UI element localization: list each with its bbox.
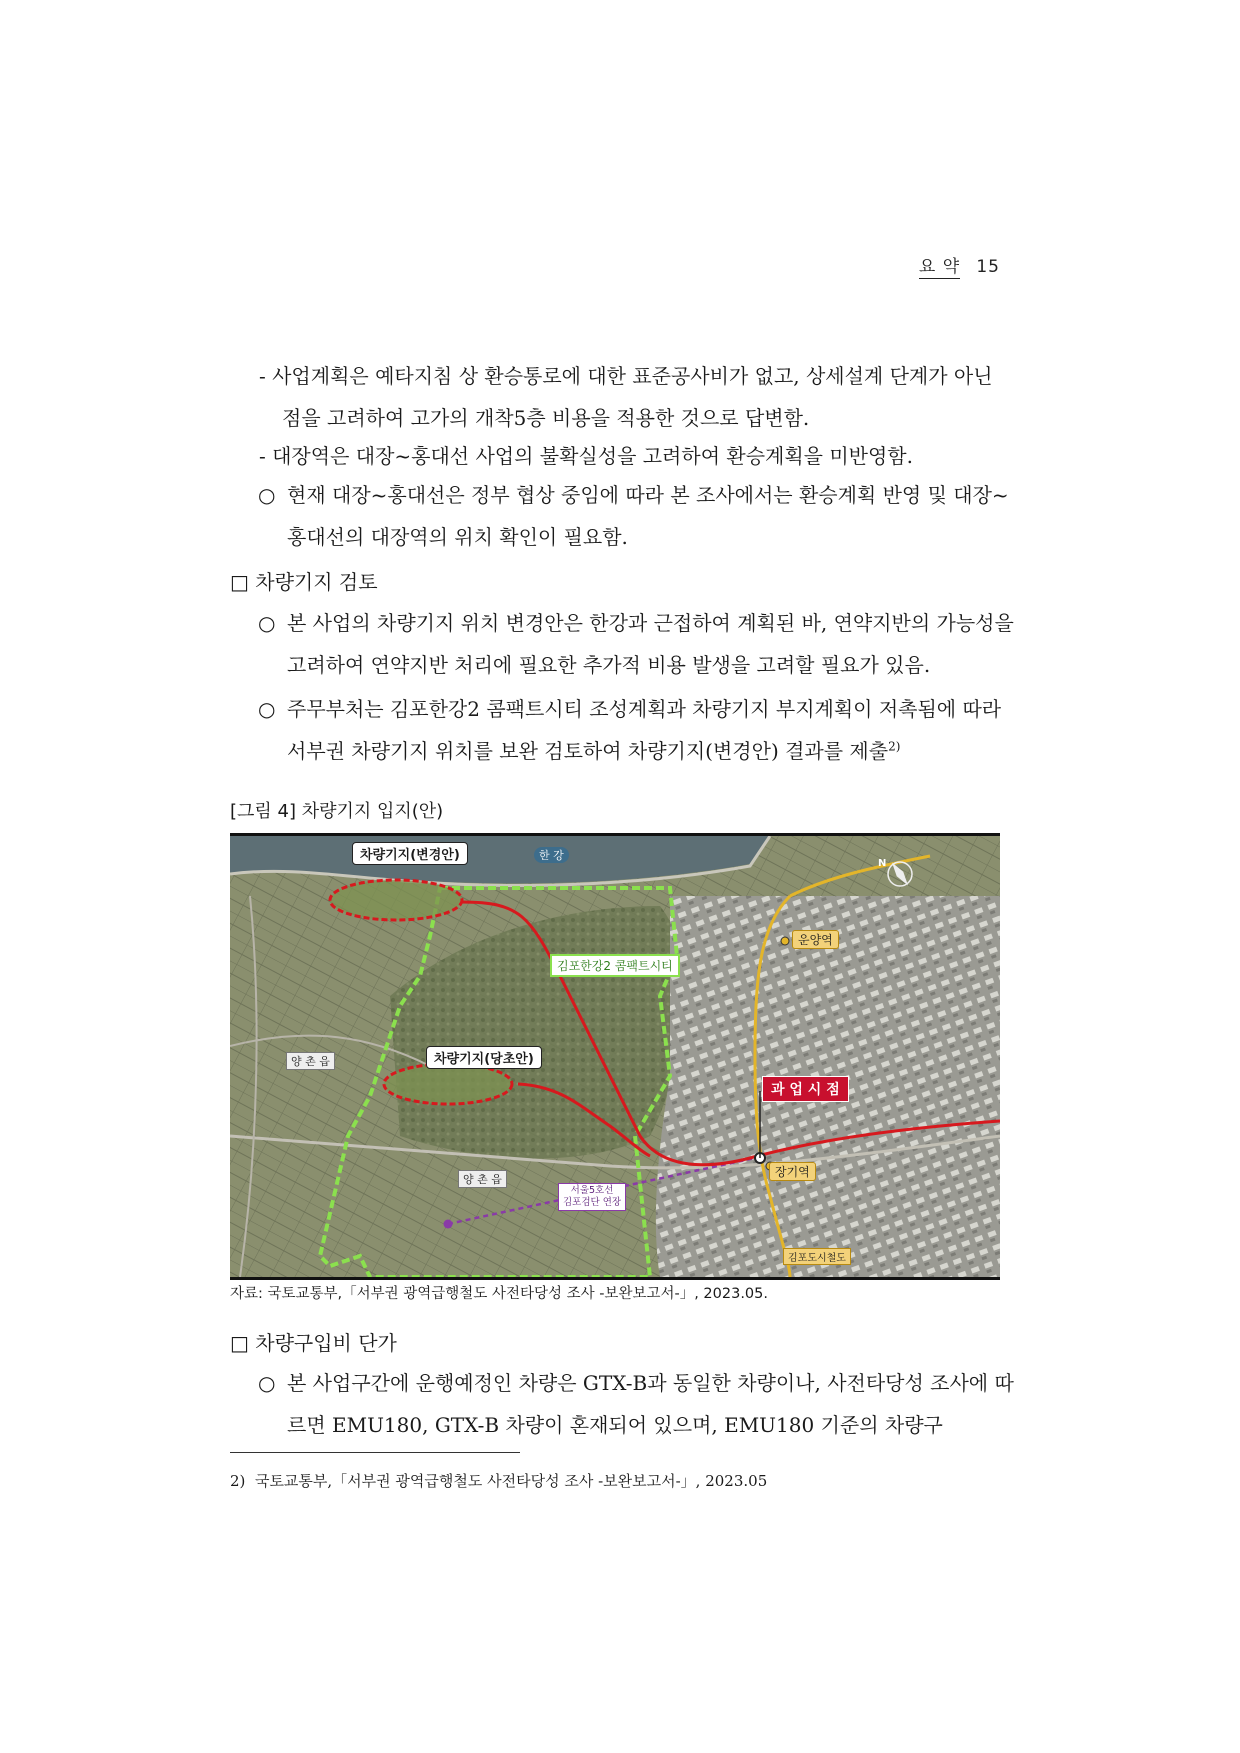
footnote-number: 2) bbox=[230, 1472, 246, 1490]
depot-changed-area bbox=[330, 880, 462, 920]
label-unyang-station: 운양역 bbox=[792, 930, 839, 949]
bullet-mark: ○ bbox=[258, 1371, 276, 1395]
label-yangchon-1: 양 촌 읍 bbox=[286, 1052, 335, 1070]
bullet-paragraph-4 bbox=[258, 602, 1015, 686]
bullet-text: 본 사업구간에 운행예정인 차량은 GTX-B과 동일한 차량이나, 사전타당성 조사에 따르면 EMU180, GTX-B 차량이 혼재되어 있으며, EMU180 기준의 차량구 bbox=[287, 1371, 1014, 1437]
label-seoul5-line1: 서울5호선 bbox=[570, 1185, 614, 1196]
page-number: 15 bbox=[976, 257, 1000, 277]
label-depot-original: 차량기지(당초안) bbox=[426, 1046, 542, 1069]
bullet-text-body: 주무부처는 김포한강2 콤팩트시티 조성계획과 차량기지 부지계획이 저촉됨에 따라 서부권 차량기지 위치를 보완 검토하여 차량기지(변경안) 결과를 제출 bbox=[287, 697, 1002, 763]
figure-source: 자료: 국토교통부,「서부권 광역급행철도 사전타당성 조사 -보완보고서-」, 2023.05. bbox=[230, 1286, 768, 1302]
label-start-point: 과 업 시 점 bbox=[762, 1076, 849, 1102]
bullet-text: 현재 대장~홍대선은 정부 협상 중임에 따라 본 조사에서는 환승계획 반영 및 대장~홍대선의 대장역의 위치 확인이 필요함. bbox=[287, 483, 1009, 549]
bullet-mark: ○ bbox=[258, 611, 276, 635]
body-paragraph-1: - 사업계획은 예타지침 상 환승통로에 대한 표준공사비가 없고, 상세설계 단계가 아닌 점을 고려하여 고가의 개착5층 비용을 적용한 것으로 답변함. bbox=[259, 364, 993, 430]
page-header bbox=[0, 252, 1000, 277]
label-compact-city: 김포한강2 콤팩트시티 bbox=[550, 954, 680, 977]
bullet-mark: ○ bbox=[258, 697, 276, 721]
bullet-paragraph-6 bbox=[258, 1362, 1015, 1446]
bullet-paragraph-3 bbox=[258, 474, 1015, 558]
section-heading-depot: □ 차량기지 검토 bbox=[230, 570, 378, 594]
label-han-river: 한 강 bbox=[534, 847, 569, 863]
figure-map bbox=[230, 833, 1000, 1280]
footnote-text: 국토교통부,「서부권 광역급행철도 사전타당성 조사 -보완보고서-」, 2023.05 bbox=[254, 1472, 768, 1490]
bullet-text bbox=[287, 688, 1015, 772]
label-depot-changed: 차량기지(변경안) bbox=[352, 842, 468, 865]
label-seoul5-line2: 김포검단 연장 bbox=[563, 1197, 622, 1208]
label-compass-n: N bbox=[878, 858, 887, 869]
body-paragraph-2: - 대장역은 대장~홍대선 사업의 불확실성을 고려하여 환승계획을 미반영함. bbox=[259, 444, 913, 468]
footnote bbox=[230, 1470, 767, 1491]
section-heading-vehicle-cost: □ 차량구입비 단가 bbox=[230, 1331, 397, 1355]
footnote-divider bbox=[230, 1452, 520, 1453]
bullet-text: 본 사업의 차량기지 위치 변경안은 한강과 근접하여 계획된 바, 연약지반의 가능성을 고려하여 연약지반 처리에 필요한 추가적 비용 발생을 고려할 필요가 있음. bbox=[287, 611, 1014, 677]
header-section-label: 요 약 bbox=[918, 257, 961, 277]
label-janggi-station: 장기역 bbox=[769, 1162, 816, 1181]
bullet-paragraph-5 bbox=[258, 688, 1015, 772]
bullet-mark: ○ bbox=[258, 483, 276, 507]
footnote-ref[interactable]: 2) bbox=[888, 739, 901, 754]
label-gimpo-rail: 김포도시철도 bbox=[783, 1248, 851, 1265]
depot-original-area bbox=[384, 1064, 512, 1104]
label-yangchon-2: 양 촌 읍 bbox=[458, 1170, 507, 1188]
figure-title: [그림 4] 차량기지 입지(안) bbox=[230, 801, 444, 822]
label-seoul5 bbox=[558, 1183, 626, 1211]
